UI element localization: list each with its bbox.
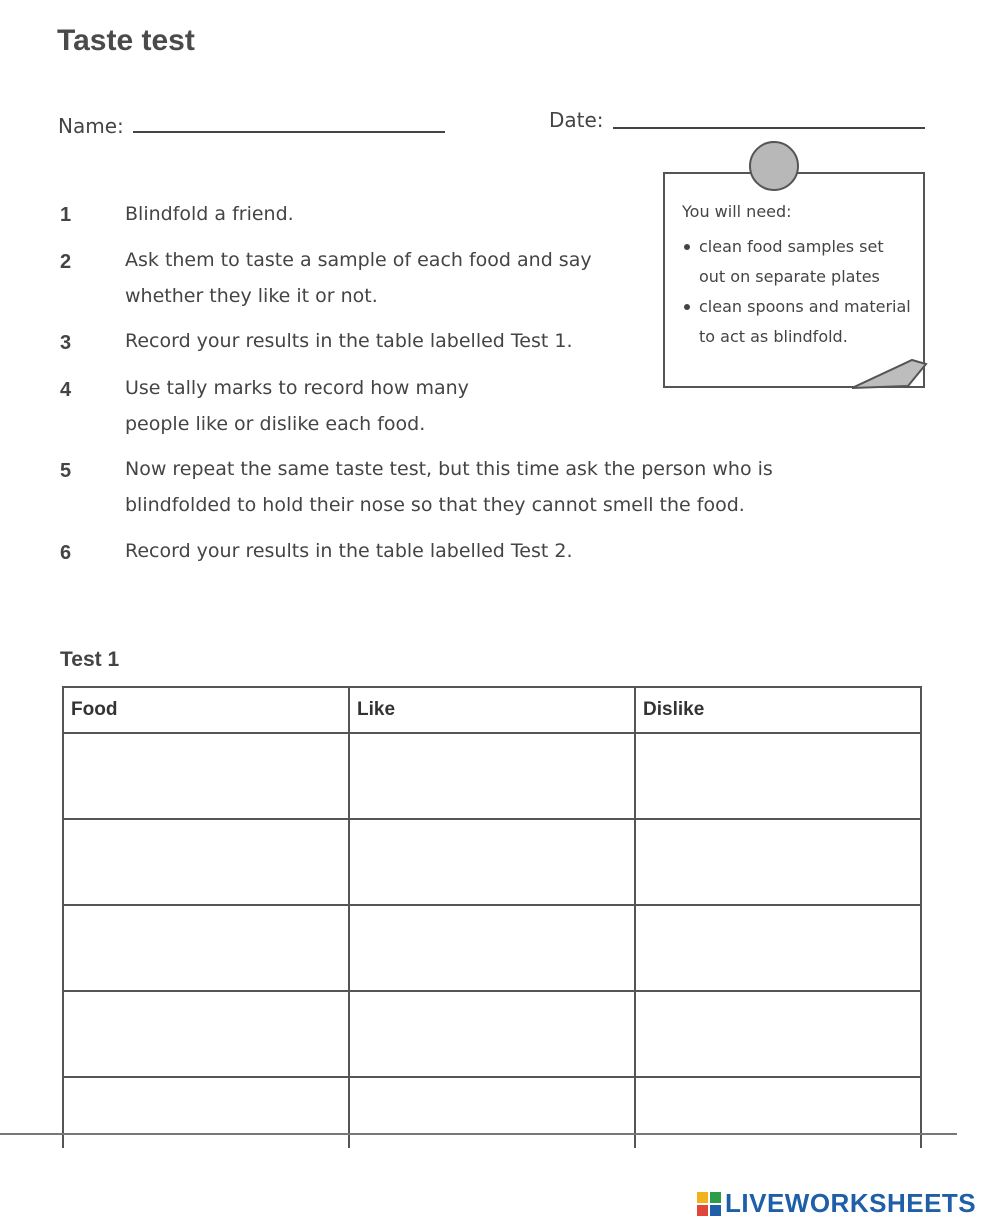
step-number-4: 4	[60, 379, 72, 401]
test-1-title: Test 1	[60, 648, 120, 671]
step-text-2: Ask them to taste a sample of each food and say whether they like it or not.	[125, 249, 592, 307]
dislike-cell[interactable]	[635, 733, 921, 819]
food-cell[interactable]	[63, 733, 349, 819]
food-cell[interactable]	[63, 819, 349, 905]
page-curl-icon	[852, 356, 928, 392]
note-heading: You will need:	[682, 202, 792, 221]
column-header-dislike: Dislike	[635, 687, 921, 733]
table-row	[63, 819, 921, 905]
name-field-line[interactable]	[133, 131, 445, 133]
food-cell[interactable]	[63, 1077, 349, 1148]
dislike-cell[interactable]	[635, 1077, 921, 1148]
food-cell[interactable]	[63, 905, 349, 991]
step-number-2: 2	[60, 251, 72, 273]
page-bottom-rule	[0, 1133, 957, 1135]
note-list	[682, 232, 914, 352]
like-cell[interactable]	[349, 819, 635, 905]
like-cell[interactable]	[349, 733, 635, 819]
table-row	[63, 1077, 921, 1148]
table-header-row	[63, 687, 921, 733]
test-1-table	[62, 686, 922, 1148]
note-item-spoons-blindfold: clean spoons and material to act as blindfold.	[682, 292, 914, 352]
liveworksheets-brand	[697, 1188, 976, 1219]
dislike-cell[interactable]	[635, 905, 921, 991]
step-number-5: 5	[60, 460, 72, 482]
liveworksheets-wordmark: LIVEWORKSHEETS	[725, 1188, 977, 1218]
step-number-6: 6	[60, 542, 72, 564]
like-cell[interactable]	[349, 991, 635, 1077]
pin-icon	[749, 141, 799, 191]
note-item-food-samples: clean food samples set out on separate plates	[682, 232, 914, 292]
date-label: Date:	[549, 108, 604, 132]
date-field-line[interactable]	[613, 127, 925, 129]
table-row	[63, 733, 921, 819]
dislike-cell[interactable]	[635, 991, 921, 1077]
column-header-food: Food	[63, 687, 349, 733]
step-text-4: Use tally marks to record how many people like or dislike each food.	[125, 377, 469, 435]
column-header-like: Like	[349, 687, 635, 733]
step-number-1: 1	[60, 204, 72, 226]
table-row	[63, 991, 921, 1077]
step-text-1: Blindfold a friend.	[125, 203, 294, 225]
step-text-5: Now repeat the same taste test, but this time ask the person who is blindfolded to hold their nose so that they cannot smell the food.	[125, 458, 773, 516]
dislike-cell[interactable]	[635, 819, 921, 905]
like-cell[interactable]	[349, 905, 635, 991]
worksheet-title: Taste test	[57, 24, 195, 57]
like-cell[interactable]	[349, 1077, 635, 1148]
step-number-3: 3	[60, 332, 72, 354]
step-text-6: Record your results in the table labelled Test 2.	[125, 540, 573, 562]
food-cell[interactable]	[63, 991, 349, 1077]
name-label: Name:	[58, 114, 124, 138]
liveworksheets-logo-icon	[697, 1192, 721, 1216]
table-row	[63, 905, 921, 991]
step-text-3: Record your results in the table labelled Test 1.	[125, 330, 573, 352]
